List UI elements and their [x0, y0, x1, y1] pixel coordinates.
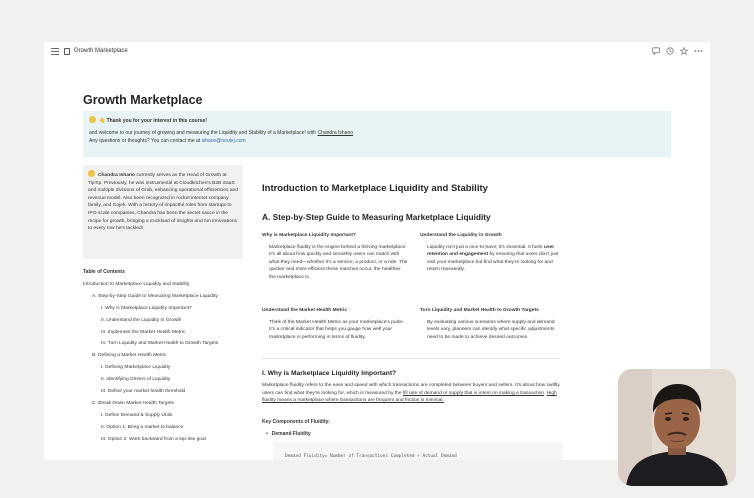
toc-item[interactable]: C. Break Down Market Health Targets — [92, 400, 174, 406]
toc-item[interactable]: I. Define Demand & Supply Units — [101, 412, 173, 418]
menu-icon[interactable] — [51, 48, 59, 55]
column-title: Why is Marketplace Liquidity Important? — [262, 233, 357, 238]
column-text: Marketplace fluidity is the engine behind a thriving marketplace. It's all about how quickly and smoothly users can match with what they need—whether it's a service, a product, or a ride. The quicker and more efficient these matches occur, the healthier the marketplace is. — [269, 244, 408, 280]
bio-text: currently serves as the Head of Growth at TipTip. Previously, he was instrumental at Cloudkitchen's B2B SaaS and multiple divisions of Grab, enhancing operational efficiencies and revenue model. Also been recognized in rocket internet company family, and Gojek. With a history of impactful roles from startups to IPO-scale companies, Chandra has been the secret sauce in the recipe for growth, bringing a truckload of insights and fun innovations to every row he's tackled! — [88, 173, 238, 232]
column-why-important — [262, 232, 408, 282]
column-text: By evaluating various scenarios where supply and demand levels vary, planners can identify what specific adjustments need to be made to achieve desired outcomes. — [427, 319, 555, 340]
toc-item[interactable]: III. Define your market health threshold — [101, 389, 186, 395]
column-title: Turn Liquidity and Market Health to Growth Targets — [420, 308, 539, 313]
breadcrumb[interactable]: Growth Marketplace — [74, 48, 128, 54]
toc-item[interactable]: II. Understand the Liquidity in Growth — [101, 317, 182, 323]
email-link[interactable]: ishano@noulej.com — [201, 138, 246, 144]
star-icon[interactable] — [680, 47, 688, 57]
callout-heading: 👋 Thank you for your interest in this course! — [89, 116, 665, 125]
fluidity-paragraph: Marketplace fluidity refers to the ease and speed with which transactions are completed between buyers and sellers. It's about how swiftly users can find what they're looking for, which is measured by the fill rate of demand or supply that is intent on making a transaction. High fluidity means a marketplace where transactions are frequent and friction is minimal. — [262, 383, 560, 404]
column-title: Understand the Liquidity in Growth — [420, 233, 502, 238]
column-market-health — [262, 307, 408, 341]
column-liquidity-growth — [420, 232, 566, 274]
more-icon[interactable] — [694, 47, 703, 57]
column-growth-targets — [420, 307, 566, 341]
toc-item[interactable]: Introduction to Marketplace Liquidity and Stability — [83, 282, 190, 287]
heading-step-guide: A. Step-by-Step Guide to Measuring Marketplace Liquidity — [262, 212, 491, 222]
author-link[interactable]: Chandra Ishano — [317, 130, 354, 136]
toc-title: Table of Contents — [83, 269, 125, 275]
webcam-overlay — [618, 369, 736, 486]
toc-item[interactable]: I. Why is Marketplace Liquidity Important? — [101, 305, 192, 311]
face-emoji-icon — [88, 170, 95, 177]
comment-icon[interactable] — [652, 47, 660, 57]
top-bar — [44, 42, 710, 62]
column-text: Think of the Market Health Metric as your marketplace's pulse. It's a critical indicator that helps you gauge how well your marketplace is performing in terms of fluidity. — [269, 319, 405, 340]
face-emoji-icon — [89, 116, 96, 123]
key-components-heading: Key Components of Fluidity: — [262, 419, 331, 425]
toc-item[interactable]: III. Option 2: Work backward from a top-line goal — [101, 436, 206, 442]
formula-code-block[interactable]: Demand Fluidity= Number of Transactions Completed ÷ Actual Demand — [273, 442, 563, 460]
author-bio — [83, 165, 243, 259]
toc-item[interactable]: II. Option 1: Bring a market to balance — [101, 424, 184, 430]
column-title: Understand the Market Health Metric — [262, 308, 348, 313]
heading-why-important: I. Why is Marketplace Liquidity Important? — [262, 370, 397, 377]
presenter-avatar — [618, 369, 736, 486]
toc-item[interactable]: III. Implement the Market Health Metric — [101, 329, 186, 335]
notion-window — [44, 42, 710, 460]
heading-intro: Introduction to Marketplace Liquidity and Stability — [262, 183, 488, 194]
column-text: Liquidity isn't just a nice-to-have; it's essential. It fuels user retention and engagement by ensuring that users don't just visit your marketplace but find what they're looking for and return repeatedly. — [427, 244, 559, 273]
history-icon[interactable] — [666, 47, 674, 57]
page-title: Growth Marketplace — [83, 93, 203, 107]
page-icon — [64, 48, 70, 55]
toc-item[interactable]: B. Defining a Market Health Metric — [92, 353, 167, 359]
callout-line-1: and welcome to our journey of growing and measuring the Liquidity and Stability of a Marketplace! with Chandra Ishano — [89, 130, 354, 136]
toc-item[interactable]: A. Step-by-Step Guide to Measuring Marketplace Liquidity — [92, 293, 218, 299]
bio-name: Chandra Ishano — [98, 173, 135, 178]
table-of-contents — [83, 282, 253, 448]
divider — [262, 358, 560, 359]
toc-item[interactable]: IV. Turn Liquidity and Market Health to Growth Targets — [101, 341, 219, 347]
toc-item[interactable]: I. Defining Marketplace Liquidity — [101, 365, 171, 371]
callout-line-2: Any questions or thoughts? You can contact me at ishano@noulej.com — [89, 138, 246, 144]
toc-item[interactable]: II. Identifying Drivers of Liquidity — [101, 377, 171, 383]
bullet-demand-fluidity: • Demand Fluidity — [266, 431, 311, 437]
welcome-callout — [83, 111, 671, 157]
